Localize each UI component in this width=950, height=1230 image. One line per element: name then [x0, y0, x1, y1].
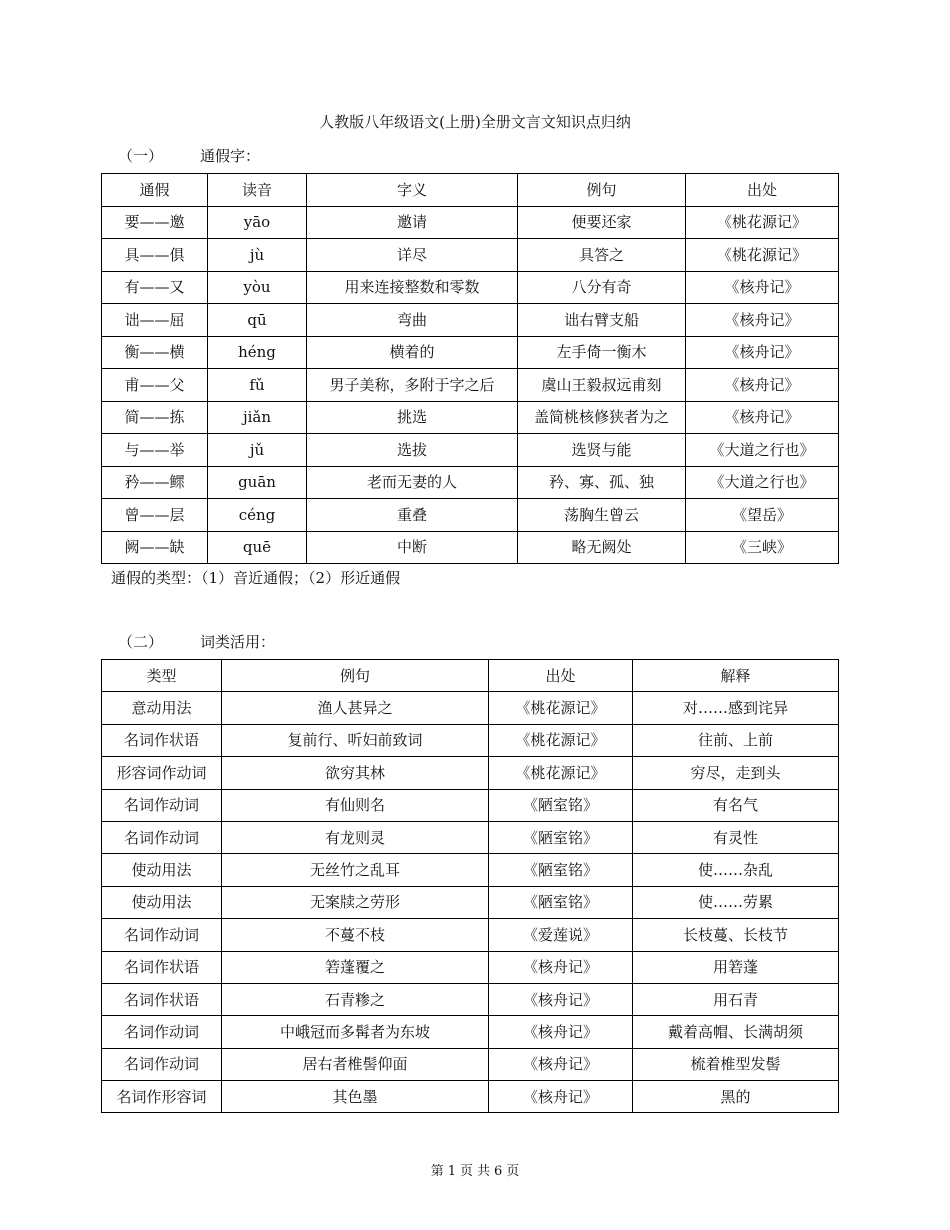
cileihuoyong-table — [101, 659, 839, 1113]
table-cell: 具——俱 — [102, 239, 208, 272]
table-cell: 选贤与能 — [518, 434, 686, 467]
table-cell: héng — [208, 336, 307, 369]
section-label: 通假字： — [200, 147, 261, 165]
table-cell: 有灵性 — [633, 821, 839, 853]
table-cell: 无丝竹之乱耳 — [222, 854, 489, 886]
tongjiazi-table — [101, 173, 839, 564]
table-cell: 居右者椎髻仰面 — [222, 1048, 489, 1080]
table-row — [102, 239, 839, 272]
table-cell: 弯曲 — [307, 304, 518, 337]
table-row — [102, 757, 839, 789]
table-cell: 有仙则名 — [222, 789, 489, 821]
column-header: 例句 — [518, 174, 686, 207]
table-cell: qū — [208, 304, 307, 337]
table-cell: 简——拣 — [102, 401, 208, 434]
table-cell: 甫——父 — [102, 369, 208, 402]
table-cell: 矜、寡、孤、独 — [518, 466, 686, 499]
table-cell: 用石青 — [633, 983, 839, 1015]
table-cell: jǔ — [208, 434, 307, 467]
section-heading-cileihuoyong — [118, 631, 275, 652]
table-cell: 其色墨 — [222, 1081, 489, 1113]
table-cell: 使动用法 — [102, 886, 222, 918]
table-cell: 与——举 — [102, 434, 208, 467]
table-cell: fǔ — [208, 369, 307, 402]
section-number: （一） — [118, 147, 164, 165]
table-cell: 用箬蓬 — [633, 951, 839, 983]
table-row — [102, 854, 839, 886]
table-cell: 不蔓不枝 — [222, 919, 489, 951]
table-cell: 《桃花源记》 — [489, 757, 633, 789]
table-cell: 《陋室铭》 — [489, 789, 633, 821]
table-row — [102, 401, 839, 434]
table-row — [102, 951, 839, 983]
table-row — [102, 434, 839, 467]
table-cell: 名词作动词 — [102, 821, 222, 853]
table-cell: 欲穷其林 — [222, 757, 489, 789]
table-cell: 老而无妻的人 — [307, 466, 518, 499]
table-row — [102, 886, 839, 918]
table-cell: 名词作形容词 — [102, 1081, 222, 1113]
table-cell: 《陋室铭》 — [489, 854, 633, 886]
table-cell: 渔人甚异之 — [222, 692, 489, 724]
table-cell: 《核舟记》 — [489, 1016, 633, 1048]
table-row — [102, 466, 839, 499]
table-cell: céng — [208, 499, 307, 532]
table-cell: 穷尽，走到头 — [633, 757, 839, 789]
table-cell: quē — [208, 531, 307, 564]
table-cell: 名词作动词 — [102, 789, 222, 821]
table-cell: 名词作状语 — [102, 983, 222, 1015]
table-cell: 荡胸生曾云 — [518, 499, 686, 532]
table-cell: 《核舟记》 — [489, 951, 633, 983]
table-cell: 形容词作动词 — [102, 757, 222, 789]
table-cell: 无案牍之劳形 — [222, 886, 489, 918]
table-cell: 有——又 — [102, 271, 208, 304]
table-cell: 虞山王毅叔远甫刻 — [518, 369, 686, 402]
table-row — [102, 1081, 839, 1113]
table-cell: 《桃花源记》 — [686, 239, 839, 272]
footer-suffix: 页 — [506, 1164, 520, 1179]
table-cell: 邀请 — [307, 206, 518, 239]
table-cell: 详尽 — [307, 239, 518, 272]
table-cell: 阙——缺 — [102, 531, 208, 564]
table-cell: 《陋室铭》 — [489, 821, 633, 853]
footer-page-word: 页 — [459, 1164, 473, 1179]
table-cell: 梳着椎型发髻 — [633, 1048, 839, 1080]
table-cell: 戴着高帽、长满胡须 — [633, 1016, 839, 1048]
table-row — [102, 1016, 839, 1048]
table-row — [102, 821, 839, 853]
table-row — [102, 1048, 839, 1080]
table-cell: 长枝蔓、长枝节 — [633, 919, 839, 951]
tongjia-types-note: 通假的类型：（1）音近通假；（2）形近通假 — [111, 569, 401, 587]
table-cell: 使……劳累 — [633, 886, 839, 918]
table-cell: 对……感到诧异 — [633, 692, 839, 724]
table-cell: guān — [208, 466, 307, 499]
page-footer — [0, 1160, 950, 1179]
table-cell: 《核舟记》 — [686, 369, 839, 402]
table-cell: 《爱莲说》 — [489, 919, 633, 951]
table-cell: 《核舟记》 — [686, 304, 839, 337]
table-cell: jiǎn — [208, 401, 307, 434]
table-cell: 略无阙处 — [518, 531, 686, 564]
footer-prefix: 第 — [430, 1164, 444, 1179]
table-row — [102, 531, 839, 564]
table-cell: 复前行、听妇前致词 — [222, 724, 489, 756]
column-header: 出处 — [489, 660, 633, 692]
table-cell: 有龙则灵 — [222, 821, 489, 853]
table-row — [102, 304, 839, 337]
table-cell: 《核舟记》 — [686, 401, 839, 434]
table-cell: 《桃花源记》 — [686, 206, 839, 239]
table-row — [102, 206, 839, 239]
table-cell: 使动用法 — [102, 854, 222, 886]
column-header: 读音 — [208, 174, 307, 207]
table-cell: 名词作动词 — [102, 1048, 222, 1080]
table-cell: 中峨冠而多髯者为东坡 — [222, 1016, 489, 1048]
table-cell: 重叠 — [307, 499, 518, 532]
table-row — [102, 789, 839, 821]
table-cell: 诎右臂支船 — [518, 304, 686, 337]
table-cell: 诎——屈 — [102, 304, 208, 337]
table-cell: 《桃花源记》 — [489, 724, 633, 756]
table-cell: 有名气 — [633, 789, 839, 821]
table-row — [102, 499, 839, 532]
column-header: 例句 — [222, 660, 489, 692]
table-cell: 用来连接整数和零数 — [307, 271, 518, 304]
section-label: 词类活用： — [200, 633, 276, 651]
table-cell: 黑的 — [633, 1081, 839, 1113]
total-page-count: 6 — [494, 1164, 503, 1179]
table-cell: 衡——横 — [102, 336, 208, 369]
table-cell: 《核舟记》 — [489, 1048, 633, 1080]
table-cell: 《大道之行也》 — [686, 466, 839, 499]
table-cell: 箬蓬覆之 — [222, 951, 489, 983]
table-cell: 矜——鳏 — [102, 466, 208, 499]
table-cell: 《大道之行也》 — [686, 434, 839, 467]
table-cell: yòu — [208, 271, 307, 304]
section-number: （二） — [118, 633, 164, 651]
column-header: 解释 — [633, 660, 839, 692]
table-cell: 左手倚一衡木 — [518, 336, 686, 369]
table-cell: 名词作状语 — [102, 951, 222, 983]
table-cell: 名词作状语 — [102, 724, 222, 756]
column-header: 类型 — [102, 660, 222, 692]
table-cell: 盖简桃核修狭者为之 — [518, 401, 686, 434]
table-cell: 《望岳》 — [686, 499, 839, 532]
table-row — [102, 692, 839, 724]
table-cell: 《三峡》 — [686, 531, 839, 564]
table-cell: 选拔 — [307, 434, 518, 467]
table-row — [102, 919, 839, 951]
column-header: 字义 — [307, 174, 518, 207]
section-heading-tongjiazi — [118, 145, 260, 166]
table-cell: 往前、上前 — [633, 724, 839, 756]
footer-total-word: 共 — [477, 1164, 491, 1179]
table-cell: 曾——层 — [102, 499, 208, 532]
table-cell: 《核舟记》 — [489, 1081, 633, 1113]
table-cell: 石青糁之 — [222, 983, 489, 1015]
table-cell: 名词作动词 — [102, 919, 222, 951]
table-cell: 《核舟记》 — [686, 271, 839, 304]
table-cell: jù — [208, 239, 307, 272]
table-cell: 《陋室铭》 — [489, 886, 633, 918]
column-header: 通假 — [102, 174, 208, 207]
table-row — [102, 724, 839, 756]
table-cell: yāo — [208, 206, 307, 239]
table-cell: 八分有奇 — [518, 271, 686, 304]
table-cell: 具答之 — [518, 239, 686, 272]
table-cell: 《核舟记》 — [489, 983, 633, 1015]
table-cell: 《核舟记》 — [686, 336, 839, 369]
table-cell: 意动用法 — [102, 692, 222, 724]
table-cell: 横着的 — [307, 336, 518, 369]
table-row — [102, 336, 839, 369]
table-row — [102, 983, 839, 1015]
current-page-number: 1 — [447, 1164, 456, 1179]
table-cell: 《桃花源记》 — [489, 692, 633, 724]
table-cell: 要——邀 — [102, 206, 208, 239]
table-cell: 男子美称，多附于字之后 — [307, 369, 518, 402]
table-row — [102, 369, 839, 402]
column-header: 出处 — [686, 174, 839, 207]
table-cell: 便要还家 — [518, 206, 686, 239]
table-header-row — [102, 174, 839, 207]
table-cell: 中断 — [307, 531, 518, 564]
table-cell: 名词作动词 — [102, 1016, 222, 1048]
document-title: 人教版八年级语文(上册)全册文言文知识点归纳 — [319, 113, 631, 131]
table-cell: 使……杂乱 — [633, 854, 839, 886]
table-row — [102, 271, 839, 304]
table-header-row — [102, 660, 839, 692]
table-cell: 挑选 — [307, 401, 518, 434]
